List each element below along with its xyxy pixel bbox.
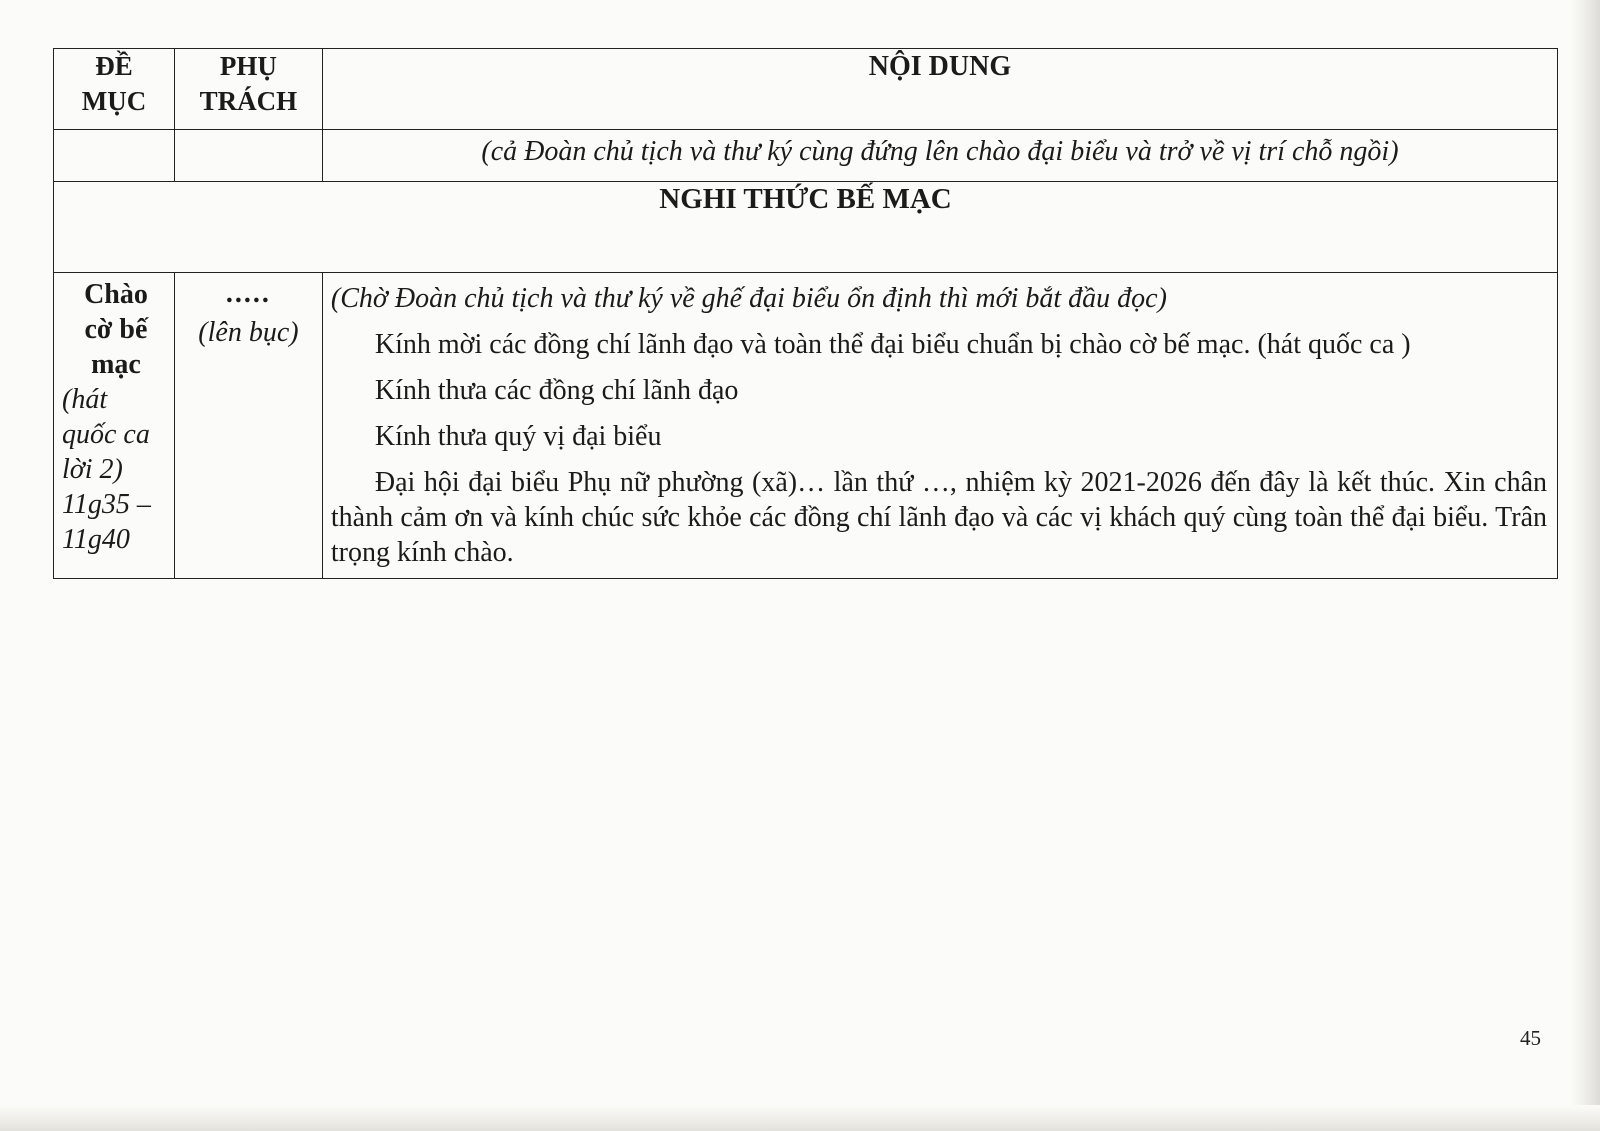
header-responsible-line-2: TRÁCH — [199, 86, 298, 116]
item-note-line: (hát — [62, 384, 108, 415]
item-note-line: quốc ca — [62, 419, 150, 450]
table-header-row — [54, 49, 1558, 130]
header-responsible-line-1: PHỤ — [219, 51, 277, 81]
header-item-cell — [54, 49, 175, 130]
item-title-line: cờ bế — [84, 314, 148, 345]
header-content-cell — [322, 49, 1557, 130]
page-edge-shadow-bottom — [0, 1105, 1600, 1131]
note-row-responsible-cell — [174, 130, 322, 182]
content-closing-paragraph: Đại hội đại biểu Phụ nữ phường (xã)… lần thứ …, nhiệm kỳ 2021-2026 đến đây là kết thúc. Xin chân thành cảm ơn và kính chúc sức khỏe các đồng chí lãnh đạo và các vị khách quý cùng toàn thể đại biểu. Trân trọng kính chào. — [330, 467, 1547, 568]
header-item-line-2: MỤC — [81, 86, 147, 116]
item-title-line: Chào — [84, 279, 148, 310]
content-line: Kính thưa các đồng chí lãnh đạo — [374, 375, 739, 406]
program-table — [53, 48, 1558, 579]
content-line: Kính mời các đồng chí lãnh đạo và toàn thể đại biểu chuẩn bị chào cờ bế mạc. (hát quốc ca ) — [374, 329, 1411, 360]
responsible-role: (lên bục) — [198, 317, 299, 348]
item-cell — [54, 273, 175, 579]
page-edge-shadow-right — [1570, 0, 1600, 1131]
header-content-label: NỘI DUNG — [868, 51, 1012, 82]
responsible-placeholder: ..... — [225, 278, 271, 309]
header-responsible-cell — [174, 49, 322, 130]
note-row — [54, 130, 1558, 182]
content-instruction: (Chờ Đoàn chủ tịch và thư ký về ghế đại biểu ổn định thì mới bắt đầu đọc) — [330, 283, 1167, 314]
item-note-line: lời 2) — [62, 454, 123, 485]
table-row — [54, 273, 1558, 579]
responsible-cell — [174, 273, 322, 579]
header-item-line-1: ĐỀ — [95, 51, 133, 81]
content-cell — [322, 273, 1557, 579]
note-row-text: (cả Đoàn chủ tịch và thư ký cùng đứng lên chào đại biểu và trở về vị trí chỗ ngồi) — [322, 130, 1557, 182]
item-time-line: 11g40 — [62, 524, 130, 555]
content-line: Kính thưa quý vị đại biểu — [374, 421, 662, 452]
section-row — [54, 182, 1558, 273]
page-number: 45 — [1520, 1026, 1541, 1050]
section-cell — [54, 182, 1558, 273]
item-time-line: 11g35 – — [62, 489, 151, 520]
note-row-item-cell — [54, 130, 175, 182]
item-title-line: mạc — [91, 349, 141, 380]
section-title: NGHI THỨC BẾ MẠC — [659, 183, 952, 215]
